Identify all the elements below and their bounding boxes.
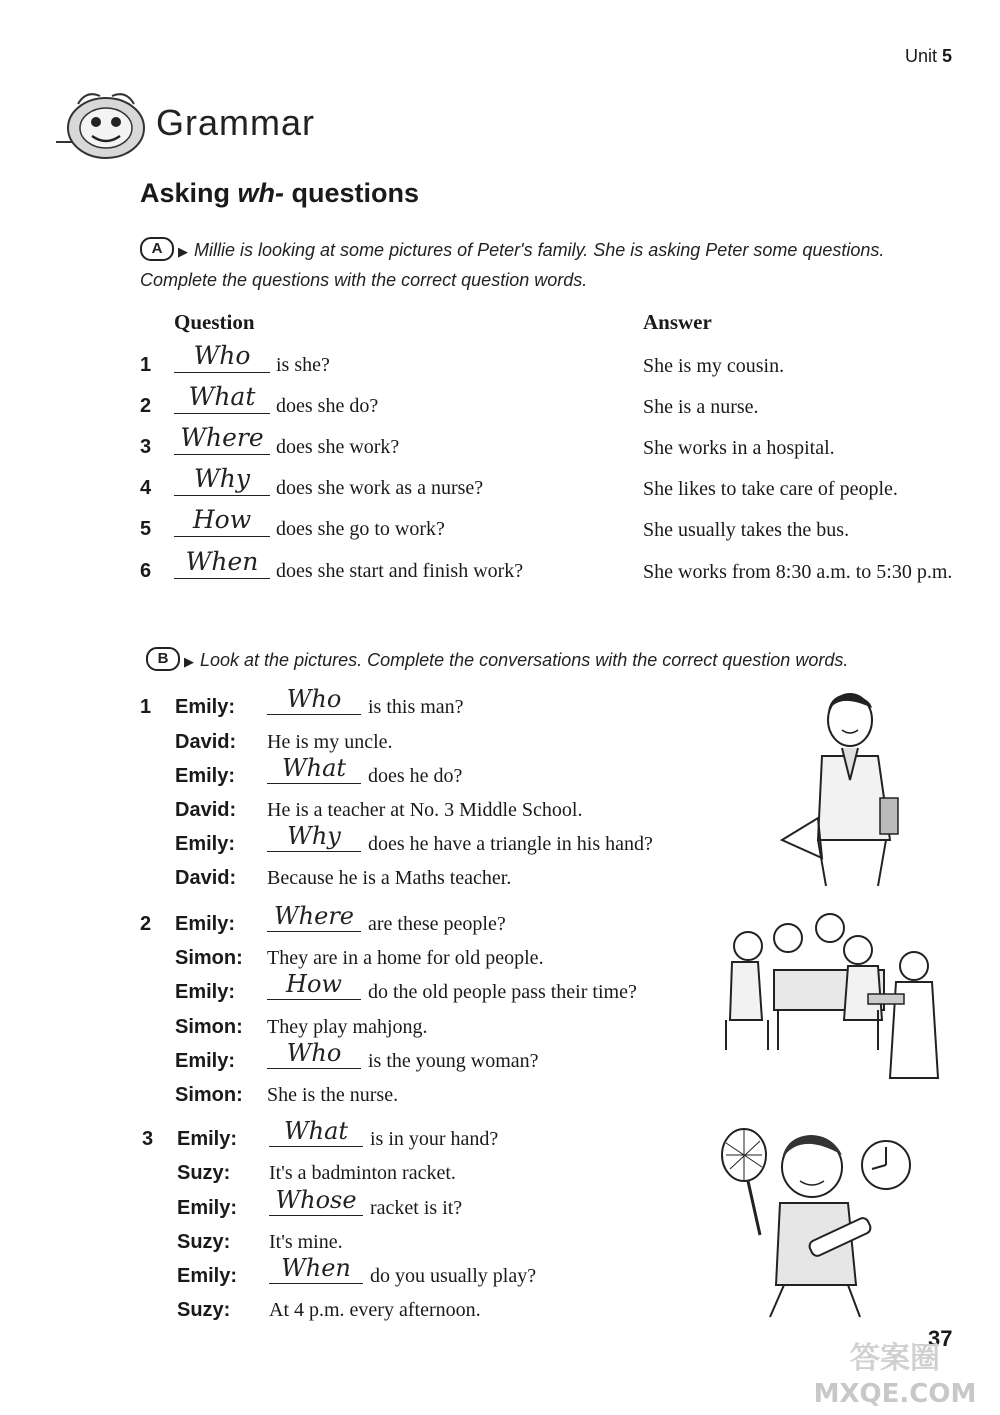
qa-number: 1: [140, 354, 152, 376]
qa-row: [140, 547, 970, 616]
line-text: is in your hand?: [370, 1128, 499, 1150]
exercise-b-badge: B: [146, 647, 180, 671]
answer-text: She usually takes the bus.: [643, 519, 850, 541]
answer-blank[interactable]: What: [269, 1114, 363, 1147]
exercise-b-instruction: [146, 646, 946, 676]
line-text: racket is it?: [370, 1197, 463, 1219]
question-text: does she work?: [276, 436, 400, 458]
speaker-label: Suzy:: [177, 1162, 231, 1184]
line-text: He is my uncle.: [267, 731, 393, 753]
question-text: is she?: [276, 354, 330, 376]
unit-label: [905, 46, 952, 67]
speaker-label: David:: [175, 799, 237, 821]
question-header: Question: [174, 310, 255, 334]
speaker-label: Emily:: [175, 913, 236, 935]
speaker-label: Simon:: [175, 1016, 243, 1038]
answer-blank[interactable]: Why: [267, 819, 361, 852]
mahjong-illustration: [718, 910, 950, 1080]
conversation-line: [142, 1231, 702, 1261]
conversation-line: [140, 822, 760, 863]
exercise-a-badge: A: [140, 237, 174, 261]
conversation-number: 1: [140, 696, 152, 718]
line-text: Because he is a Maths teacher.: [267, 867, 512, 889]
teacher-illustration: [778, 690, 928, 890]
line-text: It's a badminton racket.: [269, 1162, 456, 1184]
qa-number: 6: [140, 560, 152, 582]
conversation-line: [142, 1299, 702, 1329]
conversation-number: 3: [142, 1128, 154, 1150]
line-text: does he have a triangle in his hand?: [368, 833, 653, 855]
answer-blank[interactable]: How: [174, 502, 270, 537]
conversation-line: [140, 685, 760, 726]
qa-number: 4: [140, 477, 152, 499]
speaker-label: Emily:: [177, 1128, 238, 1150]
grammar-banner: [56, 84, 346, 164]
line-text: does he do?: [368, 765, 463, 787]
speaker-label: Suzy:: [177, 1231, 231, 1253]
banner-title: Grammar: [156, 102, 315, 143]
question-text: does she do?: [276, 395, 379, 417]
exercise-a-instruction-text: Millie is looking at some pictures of Peter's family. She is asking Peter some questions. Complete the questions with the correct question words.: [140, 240, 885, 290]
watermark-logo: [800, 1338, 990, 1410]
qa-number: 5: [140, 518, 152, 540]
conversation-line: [140, 902, 720, 943]
speaker-label: Emily:: [177, 1197, 238, 1219]
question-text: does she start and finish work?: [276, 560, 524, 582]
answer-blank[interactable]: Who: [267, 1036, 361, 1069]
answer-blank[interactable]: What: [267, 751, 361, 784]
speaker-label: Emily:: [175, 981, 236, 1003]
answer-blank[interactable]: How: [267, 967, 361, 1000]
answer-blank[interactable]: Why: [174, 461, 270, 496]
conversation-line: [140, 947, 720, 977]
line-text: He is a teacher at No. 3 Middle School.: [267, 799, 583, 821]
line-text: They play mahjong.: [267, 1016, 428, 1038]
question-text: does she go to work?: [276, 518, 445, 540]
watermark-cjk: 答案圈: [850, 1341, 940, 1376]
answer-text: She works from 8:30 a.m. to 5:30 p.m.: [643, 561, 953, 583]
line-text: It's mine.: [269, 1231, 343, 1253]
answer-blank[interactable]: Who: [267, 682, 361, 715]
speaker-label: Suzy:: [177, 1299, 231, 1321]
answer-blank[interactable]: When: [174, 544, 270, 579]
speaker-label: David:: [175, 731, 237, 753]
speaker-label: Simon:: [175, 947, 243, 969]
conversation-line: [142, 1117, 702, 1158]
exercise-b-instruction-text: Look at the pictures. Complete the conversations with the correct question words.: [200, 650, 849, 670]
badminton-illustration: [720, 1125, 930, 1320]
unit-number: 5: [941, 46, 952, 66]
play-arrow-icon: ▶: [184, 653, 194, 669]
conversation-line: [142, 1254, 702, 1295]
speaker-label: Emily:: [175, 1050, 236, 1072]
qa-number: 2: [140, 395, 152, 417]
page-number: 37: [928, 1326, 953, 1351]
section-title-italic: wh-: [237, 178, 285, 208]
line-text: At 4 p.m. every afternoon.: [269, 1299, 481, 1321]
section-title-start: Asking: [140, 178, 238, 208]
conversation-line: [142, 1162, 702, 1192]
conversation-line: [140, 731, 760, 761]
speaker-label: Emily:: [175, 833, 236, 855]
answer-text: She is my cousin.: [643, 355, 785, 377]
answer-blank[interactable]: Who: [174, 338, 270, 373]
conversation-line: [140, 970, 720, 1011]
line-text: do the old people pass their time?: [368, 981, 637, 1003]
conversation-line: [140, 754, 760, 795]
line-text: They are in a home for old people.: [267, 947, 544, 969]
speaker-label: Emily:: [175, 696, 236, 718]
conversation-line: [140, 1084, 720, 1114]
answer-text: She likes to take care of people.: [643, 478, 898, 500]
answer-blank[interactable]: Whose: [269, 1183, 363, 1216]
watermark-text: MXQE.COM: [813, 1379, 977, 1409]
speaker-label: David:: [175, 867, 237, 889]
line-text: do you usually play?: [370, 1265, 537, 1287]
qa-number: 3: [140, 436, 152, 458]
exercise-a-instruction: [140, 236, 920, 295]
line-text: She is the nurse.: [267, 1084, 399, 1106]
answer-text: She is a nurse.: [643, 396, 759, 418]
line-text: is this man?: [368, 696, 464, 718]
section-title-end: questions: [284, 178, 420, 208]
line-text: are these people?: [368, 913, 506, 935]
conversation-line: [140, 1016, 720, 1046]
answer-blank[interactable]: What: [174, 379, 270, 414]
speaker-label: Emily:: [175, 765, 236, 787]
answer-header: Answer: [643, 310, 712, 334]
conversation-line: [140, 867, 760, 897]
speaker-label: Simon:: [175, 1084, 243, 1106]
question-text: does she work as a nurse?: [276, 477, 484, 499]
answer-blank[interactable]: Where: [174, 420, 270, 455]
section-title: [140, 178, 419, 209]
answer-blank[interactable]: When: [269, 1251, 363, 1284]
conversation-number: 2: [140, 913, 152, 935]
line-text: is the young woman?: [368, 1050, 539, 1072]
answer-text: She works in a hospital.: [643, 437, 835, 459]
play-arrow-icon: ▶: [178, 243, 188, 259]
unit-word: Unit: [904, 46, 937, 66]
conversation-line: [140, 1039, 720, 1080]
conversation-line: [142, 1186, 702, 1227]
answer-blank[interactable]: Where: [267, 899, 361, 932]
conversation-line: [140, 799, 760, 829]
speaker-label: Emily:: [177, 1265, 238, 1287]
mascot-icon: [56, 84, 156, 164]
